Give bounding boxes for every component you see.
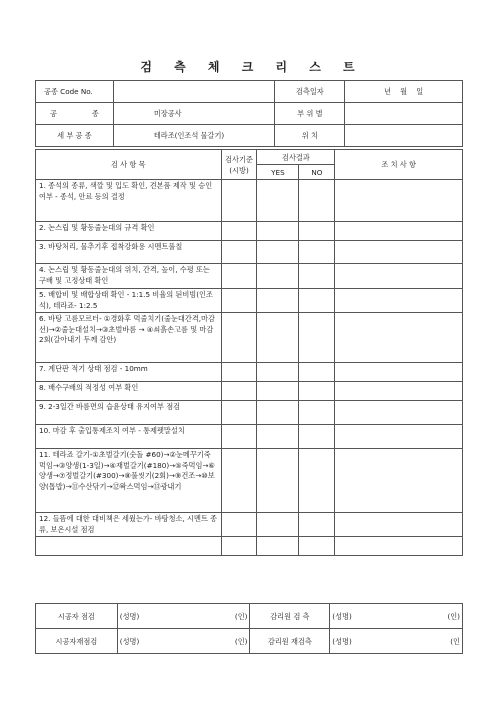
col-standard-label: 검사기준 xyxy=(225,154,253,164)
supervisor-recheck-label: 감리원 재검측 xyxy=(250,629,330,654)
col-yes-header: YES xyxy=(257,165,299,180)
table-row xyxy=(36,180,463,222)
constructor-name: (성명) xyxy=(117,604,203,629)
constructor-recheck-name: (성명) xyxy=(117,629,203,654)
code-value xyxy=(113,81,275,103)
table-row xyxy=(36,289,463,313)
constructor-recheck-label: 시공자재점검 xyxy=(36,629,118,654)
date-value: 년 월 일 xyxy=(345,81,463,103)
part-label: 부 위 별 xyxy=(275,103,345,125)
date-label: 검측일자 xyxy=(275,81,345,103)
detail-label: 세 부 공 종 xyxy=(36,125,114,147)
col-no-header: NO xyxy=(299,165,335,180)
supervisor-name: (성명) xyxy=(330,604,415,629)
table-row xyxy=(36,222,463,241)
code-label: 공종 Code No. xyxy=(36,81,114,103)
constructor-recheck-seal: (인) xyxy=(203,629,250,654)
detail-value: 테라조(인조석 물갈기) xyxy=(113,125,275,147)
col-item-header: 검 사 항 목 xyxy=(36,150,222,180)
checklist-item: 9. 2-3일간 바름면의 습윤상태 유지여부 점검 xyxy=(36,401,222,425)
table-row xyxy=(36,363,463,382)
signature-table xyxy=(35,603,463,654)
col-action-header: 조 치 사 항 xyxy=(335,150,463,180)
table-row xyxy=(36,425,463,449)
work-label: 공 종 xyxy=(36,103,114,125)
table-row xyxy=(36,241,463,264)
table-row xyxy=(36,382,463,401)
checklist-item: 10. 마감 후 출입통제조치 여부 - 통제펫말설치 xyxy=(36,425,222,449)
supervisor-recheck-name: (성명) xyxy=(330,629,415,654)
work-value: 미장공사 xyxy=(113,103,275,125)
table-row xyxy=(36,313,463,363)
table-row xyxy=(36,513,463,537)
col-result-header: 검사결과 xyxy=(257,150,335,165)
location-value xyxy=(345,125,463,147)
constructor-seal: (인) xyxy=(203,604,250,629)
constructor-check-label: 시공자 점검 xyxy=(36,604,118,629)
checklist-item: 12. 들뜸에 대한 대비책은 세웠는가- 바탕청소, 시멘트 종류, 보온시설 점검 xyxy=(36,513,222,537)
checklist-item: 8. 배수구배의 적정성 여부 확인 xyxy=(36,382,222,401)
table-row xyxy=(36,264,463,289)
part-value xyxy=(345,103,463,125)
checklist-item: 6. 바탕 고름모르터- ①경화후 먹줄치기(줄눈대간격,마감선)→②줄눈대설치→③초벌바름 → ④쇠흙손고름 및 마감2회(갈아내기 두께 감안) xyxy=(36,313,222,363)
header-table xyxy=(35,80,463,147)
checklist-item: 11. 테라죠 갈기-①초벌갈기(숫돌 #60)→②눈메꾸기죽먹임→③양생(1-3일)→④재벌갈기(#180)→⑤죽먹임→⑥양생→⑦정벌갈기(#300)→⑧풀씻기(2회)→⑨건조→⑩보양(톱밥)→⑪수산닦기→⑫왁스먹임→⑬광내기 xyxy=(36,449,222,513)
checklist-item: 1. 종석의 종류, 색깔 및 입도 확인, 견본품 제작 및 승인 여부 - 종석, 안료 등의 결정 xyxy=(36,180,222,222)
checklist-item: 3. 바탕처리, 물추기후 접착강화용 시멘트풀칠 xyxy=(36,241,222,264)
checklist-table xyxy=(35,149,463,556)
supervisor-recheck-seal: (인 xyxy=(415,629,463,654)
table-row xyxy=(36,449,463,513)
checklist-item: 5. 배합비 및 배합상태 확인 - 1:1.5 비율의 된비빔(인조석), 테라죠- 1:2.5 xyxy=(36,289,222,313)
table-row-empty xyxy=(36,537,463,556)
checklist-item: 7. 계단판 적기 상태 점검 - 10mm xyxy=(36,363,222,382)
supervisor-check-label: 감리원 검 측 xyxy=(250,604,330,629)
table-row xyxy=(36,401,463,425)
col-standard-sub: (시방) xyxy=(229,165,249,175)
checklist-item: 2. 논스립 및 황동줄눈대의 규격 확인 xyxy=(36,222,222,241)
supervisor-seal: (인) xyxy=(415,604,463,629)
checklist-item: 4. 논스립 및 황동줄눈대의 위치, 간격, 높이, 수평 또는 구배 및 고정상태 확인 xyxy=(36,264,222,289)
location-label: 위 치 xyxy=(275,125,345,147)
col-standard-header xyxy=(221,150,257,180)
page-title: 검 측 체 크 리 스 트 xyxy=(140,60,364,74)
